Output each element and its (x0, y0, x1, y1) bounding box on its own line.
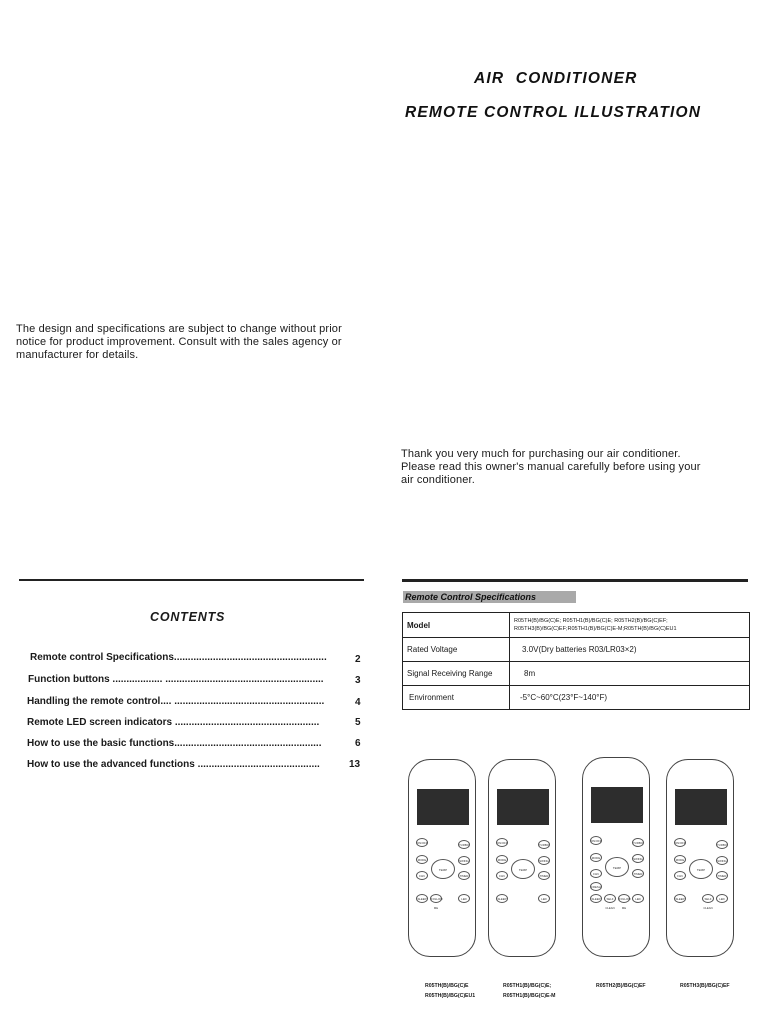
swing-button: SWING (538, 856, 550, 865)
spec-value: 3.0V(Dry batteries R03/LR03×2) (510, 638, 750, 662)
on-off-button: ON/OFF (496, 838, 508, 847)
caption-line: R05TH1(B)/BG(C)E; (503, 983, 552, 989)
on-off-button: ON/OFF (674, 838, 686, 847)
title-remote-control-illustration: REMOTE CONTROL ILLUSTRATION (405, 104, 702, 121)
spec-value (510, 613, 750, 638)
led-button: LED (632, 894, 644, 903)
remote-caption-4 (680, 981, 730, 991)
toc-item[interactable]: How to use the basic functions..................................................... (27, 738, 322, 749)
lcd-screen (675, 789, 727, 825)
temp-button: TEMP (689, 859, 713, 879)
remote-caption-1 (425, 981, 475, 1001)
led-button: LED (458, 894, 470, 903)
remote-caption-3 (596, 981, 646, 991)
fan-button: FAN (496, 871, 508, 880)
follow-me-button: FOLLOW ME (618, 894, 630, 903)
caption-line: R05TH2(B)/BG(C)EF (596, 983, 646, 989)
led-button: LED (716, 894, 728, 903)
remote-caption-2 (503, 981, 555, 1001)
on-off-button: ON/OFF (590, 836, 602, 845)
mode-button: MODE (674, 855, 686, 864)
toc-item[interactable]: Handling the remote control.... ...................................................... (27, 696, 325, 707)
temp-button: TEMP (605, 857, 629, 877)
remote-illustration-3 (582, 757, 650, 957)
toc-item[interactable]: Remote control Specifications....................................................... (30, 652, 327, 663)
toc-page-number: 2 (355, 654, 361, 665)
toc-page-number: 5 (355, 717, 361, 728)
remote-illustration-2 (488, 759, 556, 957)
toc-item[interactable]: How to use the advanced functions ............................................ (27, 759, 320, 770)
lcd-screen (591, 787, 643, 823)
fan-button: FAN (590, 869, 602, 878)
toc-item[interactable]: Remote LED screen indicators .................................................... (27, 717, 320, 728)
remote-illustration-4 (666, 759, 734, 957)
caption-line: R05TH1(B)/BG(C)E-M (503, 993, 556, 999)
swing-button: SWING (632, 854, 644, 863)
spec-row-range (403, 662, 750, 686)
fan-button: FAN (416, 871, 428, 880)
sleep-button: SLEEP (590, 894, 602, 903)
fan-button: FAN (674, 871, 686, 880)
remote-illustration-1 (408, 759, 476, 957)
sleep-button: SLEEP (416, 894, 428, 903)
spec-label: Environment (403, 686, 510, 710)
specifications-table (402, 612, 750, 710)
caption-line: R05TH(B)/BG(C)EU1 (425, 993, 476, 999)
lcd-screen (417, 789, 469, 825)
spec-label: Signal Receiving Range (403, 662, 510, 686)
swing-button: SWING (458, 856, 470, 865)
toc-page-number: 3 (355, 675, 361, 686)
timer-button: TIMER (632, 869, 644, 878)
title-air-conditioner: AIR CONDITIONER (474, 70, 638, 87)
turbo-button: TURBO (716, 840, 728, 849)
on-off-button: ON/OFF (416, 838, 428, 847)
toc-page-number: 6 (355, 738, 361, 749)
spec-value: -5°C~60°C(23°F~140°F) (510, 686, 750, 710)
mode-button: MODE (496, 855, 508, 864)
caption-line: R05TH(B)/BG(C)E (425, 983, 469, 989)
self-clean-button: SELF CLEAN (604, 894, 616, 903)
timer-button: TIMER (458, 871, 470, 880)
spec-model-line: R05TH3(B)/BG(C)EF;R05TH1(B)/BG(C)E-M;R05TH(B)/BG(C)EU1 (514, 626, 677, 632)
right-divider (402, 579, 748, 582)
toc-page-number: 4 (355, 697, 361, 708)
mode-button: MODE (416, 855, 428, 864)
turbo-button: TURBO (538, 840, 550, 849)
contents-heading: CONTENTS (150, 610, 226, 624)
specifications-heading: Remote Control Specifications (403, 591, 576, 603)
spec-row-environment (403, 686, 750, 710)
temp-button: TEMP (431, 859, 455, 879)
spec-value: 8m (510, 662, 750, 686)
spec-row-model (403, 613, 750, 638)
sleep-button: SLEEP (496, 894, 508, 903)
caption-line: R05TH3(B)/BG(C)EF (680, 983, 730, 989)
led-button: LED (538, 894, 550, 903)
left-divider (19, 579, 364, 581)
toc-item[interactable]: Function buttons .................. ......................................................... (28, 674, 324, 685)
spec-label: Model (403, 613, 510, 638)
thank-you-text: Thank you very much for purchasing our air conditioner. Please read this owner's manual carefully before using your air conditioner. (401, 448, 701, 486)
turbo-button: TURBO (632, 838, 644, 847)
disclaimer-text: The design and specifications are subject to change without prior notice for product improvement. Consult with the sales agency or manufacturer for details. (16, 323, 342, 361)
fresh-button: FRESH (590, 882, 602, 891)
timer-button: TIMER (716, 871, 728, 880)
toc-page-number: 13 (349, 759, 361, 770)
timer-button: TIMER (538, 871, 550, 880)
follow-me-button: FOLLOW ME (430, 894, 442, 903)
turbo-button: TURBO (458, 840, 470, 849)
mode-button: MODE (590, 853, 602, 862)
spec-model-line: R05TH(B)/BG(C)E; R05TH1(B)/BG(C)E; R05TH2(B)/BG(C)EF; (514, 618, 668, 624)
sleep-button: SLEEP (674, 894, 686, 903)
lcd-screen (497, 789, 549, 825)
spec-label: Rated Voltage (403, 638, 510, 662)
spec-row-voltage (403, 638, 750, 662)
swing-button: SWING (716, 856, 728, 865)
temp-button: TEMP (511, 859, 535, 879)
self-clean-button: SELF CLEAN (702, 894, 714, 903)
